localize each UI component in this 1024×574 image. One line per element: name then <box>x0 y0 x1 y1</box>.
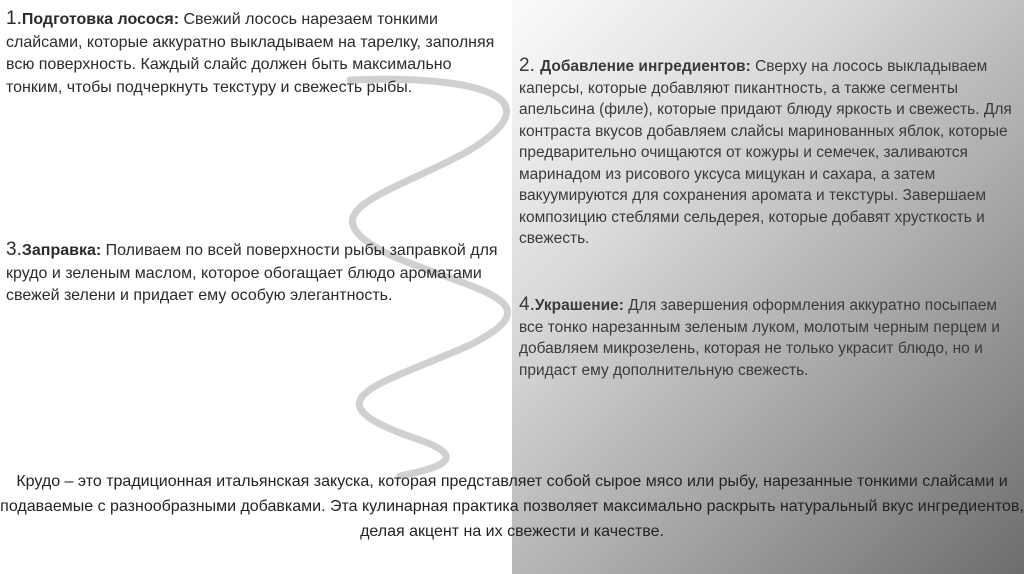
step-preparation <box>6 8 506 99</box>
summary-paragraph: Крудо – это традиционная итальянская закуска, которая представляет собой сырое мясо или рыбу, нарезанные тонкими слайсами и подаваемые с разнообразными добавками. Эта кулинарная практика позволяет максимально раскрыть натуральный вкус ингредиентов, делая акцент на их свежести и качестве. <box>0 473 1024 540</box>
step-title: Украшение: <box>534 297 624 314</box>
step-number: 3. <box>6 239 22 260</box>
step-title: Добавление ингредиентов: <box>540 58 751 75</box>
step-text: Для завершения оформления аккуратно посыпаем все тонко нарезанным зеленым луком, молотым черным перцем и добавляем микрозелень, которая не только украсит блюдо, но и придаст ему дополнительную свежесть. <box>519 297 1000 379</box>
step-title: Заправка: <box>21 242 102 259</box>
step-number: 2. <box>519 55 541 76</box>
step-number: 1. <box>6 8 22 29</box>
step-number: 4. <box>519 294 535 315</box>
step-text: Сверху на лосось выкладываем каперсы, которые добавляют пикантность, а также сегменты апельсина (филе), которые придают блюду яркость и свежесть. Для контраста вкусов добавляем слайсы маринованных яблок, которые предварительно очищаются от кожуры и семечек, заливаются маринадом из рисового уксуса мицукан и сахара, а затем вакуумируются для сохранения аромата и текстуры. Завершаем композицию стеблями сельдерея, которые добавят хрусткость и свежесть. <box>519 58 1012 247</box>
step-decoration <box>519 294 1019 381</box>
step-ingredients <box>519 55 1019 250</box>
step-text: Свежий лосось нарезаем тонкими слайсами, которые аккуратно выкладываем на тарелку, заполняя всю поверхность. Каждый слайс должен быть максимально тонким, чтобы подчеркнуть текстуру и свежесть рыбы. <box>6 11 495 96</box>
step-title: Подготовка лосося: <box>21 11 180 28</box>
step-dressing <box>6 239 506 308</box>
step-text: Поливаем по всей поверхности рыбы заправкой для крудо и зеленым маслом, которое обогащает блюдо ароматами свежей зелени и придает ему особую элегантность. <box>6 242 498 304</box>
